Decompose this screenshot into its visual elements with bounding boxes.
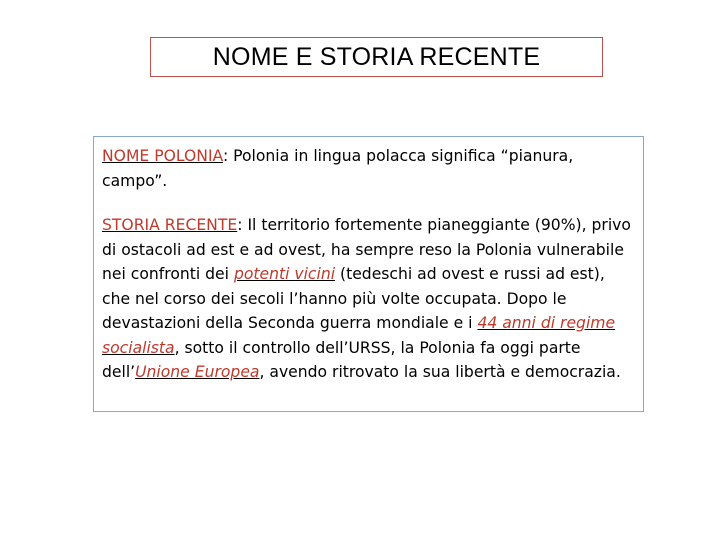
content-box — [93, 136, 644, 412]
storia-label: STORIA RECENTE — [102, 216, 238, 234]
nome-text: : Polonia in lingua polacca significa “pianura, campo”. — [102, 147, 574, 190]
storia-text-1: : Il territorio fortemente pianeggiante (90%), privo di ostacoli ad est e ad ovest, ha sempre reso la Polonia vulnerabile nei confronti dei — [102, 216, 631, 283]
title-box — [150, 37, 603, 77]
highlight-unione-europea: Unione Europea — [135, 363, 260, 381]
nome-paragraph — [102, 144, 637, 193]
storia-paragraph — [102, 213, 637, 385]
page-title: NOME E STORIA RECENTE — [212, 42, 541, 71]
highlight-potenti-vicini: potenti vicini — [233, 265, 336, 283]
storia-text-4: , avendo ritrovato la sua libertà e democrazia. — [259, 363, 621, 381]
highlight-regime-socialista: 44 anni di regime socialista — [102, 314, 616, 357]
nome-label: NOME POLONIA — [102, 147, 223, 165]
storia-text-3: , sotto il controllo dell’URSS, la Polonia fa oggi parte dell’ — [102, 338, 581, 381]
storia-text-2: (tedeschi ad ovest e russi ad est), che nel corso dei secoli l’hanno più volte occupata. Dopo le devastazioni della Seconda guerra mondiale e i — [102, 265, 605, 332]
